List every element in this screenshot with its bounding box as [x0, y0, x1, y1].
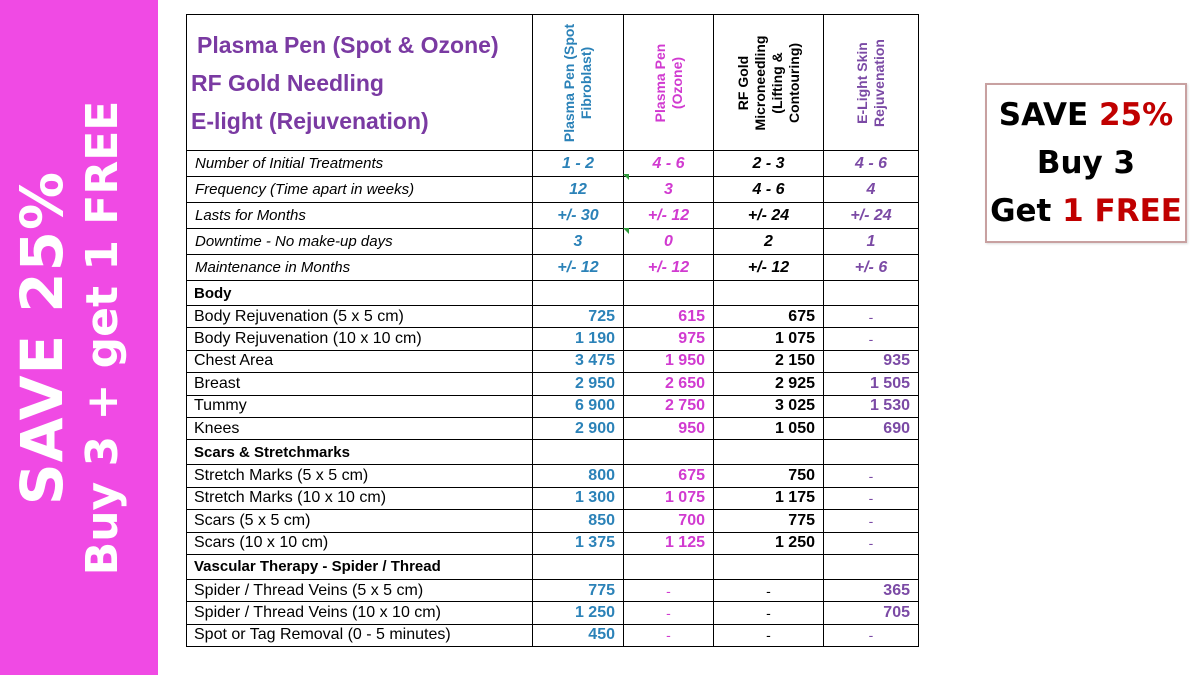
section-header-row — [187, 281, 919, 306]
price-cell: 1 125 — [624, 532, 714, 554]
price-cell: 2 900 — [533, 417, 624, 439]
side-banner-text — [9, 28, 149, 648]
price-cell: - — [714, 624, 824, 646]
cell-comment-marker — [623, 228, 629, 234]
price-cell: 675 — [624, 465, 714, 487]
treatment-label: Chest Area — [187, 350, 533, 372]
price-cell: 690 — [824, 417, 919, 439]
table-row — [187, 510, 919, 532]
price-cell: - — [824, 328, 919, 350]
table-row — [187, 373, 919, 395]
info-row — [187, 255, 919, 281]
offer-save-line — [987, 91, 1185, 139]
price-cell: 950 — [624, 417, 714, 439]
price-cell: - — [824, 465, 919, 487]
info-row-value: 1 — [824, 229, 919, 255]
info-row-value: 2 - 3 — [714, 151, 824, 177]
price-cell: 1 075 — [714, 328, 824, 350]
price-cell: 1 300 — [533, 487, 624, 509]
info-row-value: +/- 30 — [533, 203, 624, 229]
price-cell: 1 250 — [714, 532, 824, 554]
info-row-value: 1 - 2 — [533, 151, 624, 177]
section-header-row — [187, 554, 919, 579]
price-cell: - — [824, 510, 919, 532]
price-cell: 935 — [824, 350, 919, 372]
treatment-label: Spider / Thread Veins (10 x 10 cm) — [187, 602, 533, 624]
column-header-rf-gold — [714, 15, 824, 151]
info-row-value: 4 — [824, 177, 919, 203]
price-cell: - — [824, 487, 919, 509]
column-header-label: Plasma Pen (Spot Fibroblast) — [561, 23, 594, 142]
info-row-value: 4 - 6 — [624, 151, 714, 177]
empty-cell — [624, 554, 714, 579]
section-title: Body — [187, 281, 533, 306]
price-cell: - — [714, 602, 824, 624]
table-header-row — [187, 15, 919, 151]
table-row — [187, 602, 919, 624]
price-cell: 2 150 — [714, 350, 824, 372]
treatment-label: Body Rejuvenation (5 x 5 cm) — [187, 306, 533, 328]
offer-box — [985, 83, 1187, 243]
info-row-value: 4 - 6 — [824, 151, 919, 177]
price-cell: 975 — [624, 328, 714, 350]
offer-save-percent: 25% — [1098, 97, 1174, 133]
info-row-value: 12 — [533, 177, 624, 203]
info-row-value: +/- 12 — [714, 255, 824, 281]
table-row — [187, 395, 919, 417]
price-cell: 2 950 — [533, 373, 624, 395]
empty-cell — [824, 281, 919, 306]
info-row — [187, 177, 919, 203]
price-cell: 1 050 — [714, 417, 824, 439]
empty-cell — [714, 440, 824, 465]
price-cell: 725 — [533, 306, 624, 328]
info-row-label: Lasts for Months — [187, 203, 533, 229]
info-row — [187, 203, 919, 229]
column-header-label: Plasma Pen (Ozone) — [651, 43, 685, 122]
price-cell: 705 — [824, 602, 919, 624]
section-title: Vascular Therapy - Spider / Thread — [187, 554, 533, 579]
empty-cell — [824, 554, 919, 579]
treatment-label: Breast — [187, 373, 533, 395]
empty-cell — [824, 440, 919, 465]
price-cell: 775 — [533, 579, 624, 601]
price-cell: 365 — [824, 579, 919, 601]
table-row — [187, 306, 919, 328]
empty-cell — [714, 554, 824, 579]
price-cell: 750 — [714, 465, 824, 487]
section-header-row — [187, 440, 919, 465]
price-cell: - — [824, 306, 919, 328]
treatment-label: Tummy — [187, 395, 533, 417]
empty-cell — [533, 440, 624, 465]
price-cell: 1 190 — [533, 328, 624, 350]
offer-buy-line: Buy 3 — [1036, 145, 1136, 181]
title-line-plasma: Plasma Pen (Spot & Ozone) — [197, 31, 499, 58]
info-row-value: +/- 12 — [533, 255, 624, 281]
title-line-rf: RF Gold Needling — [191, 69, 384, 96]
treatment-label: Scars (5 x 5 cm) — [187, 510, 533, 532]
offer-free-line — [987, 187, 1185, 235]
price-cell: 800 — [533, 465, 624, 487]
info-row-value: +/- 24 — [714, 203, 824, 229]
table-row — [187, 465, 919, 487]
info-row-value: +/- 6 — [824, 255, 919, 281]
price-cell: 1 530 — [824, 395, 919, 417]
price-table — [186, 14, 919, 647]
price-cell: 1 075 — [624, 487, 714, 509]
column-header-elight — [824, 15, 919, 151]
offer-free-prefix: Get — [990, 193, 1063, 229]
info-row-value: 3 — [624, 177, 714, 203]
treatment-label: Spot or Tag Removal (0 - 5 minutes) — [187, 624, 533, 646]
empty-cell — [714, 281, 824, 306]
side-banner-offer: Buy 3 + get 1 FREE — [77, 100, 128, 576]
table-row — [187, 328, 919, 350]
side-banner-save: SAVE 25% — [8, 170, 76, 506]
price-cell: 850 — [533, 510, 624, 532]
table-row — [187, 532, 919, 554]
info-row-value: 3 — [533, 229, 624, 255]
side-banner — [0, 0, 158, 675]
price-cell: 615 — [624, 306, 714, 328]
info-row-value: 2 — [714, 229, 824, 255]
section-title: Scars & Stretchmarks — [187, 440, 533, 465]
price-cell: - — [714, 579, 824, 601]
treatment-label: Knees — [187, 417, 533, 439]
price-cell: 1 175 — [714, 487, 824, 509]
price-cell: 2 650 — [624, 373, 714, 395]
price-cell: 3 475 — [533, 350, 624, 372]
info-row-value: 0 — [624, 229, 714, 255]
price-table-body — [187, 15, 919, 647]
info-row-value: 4 - 6 — [714, 177, 824, 203]
price-cell: - — [624, 624, 714, 646]
title-line-elight: E-light (Rejuvenation) — [191, 107, 429, 134]
price-cell: 450 — [533, 624, 624, 646]
price-cell: 1 950 — [624, 350, 714, 372]
treatment-label: Body Rejuvenation (10 x 10 cm) — [187, 328, 533, 350]
info-row — [187, 229, 919, 255]
column-header-label: E-Light Skin Rejuvenation — [854, 38, 887, 127]
table-row — [187, 579, 919, 601]
info-row-label: Frequency (Time apart in weeks) — [187, 177, 533, 203]
table-row — [187, 417, 919, 439]
price-cell: 2 750 — [624, 395, 714, 417]
table-title — [187, 15, 533, 151]
price-cell: 775 — [714, 510, 824, 532]
price-cell: 2 925 — [714, 373, 824, 395]
empty-cell — [624, 440, 714, 465]
cell-comment-marker — [623, 174, 629, 180]
price-cell: 1 250 — [533, 602, 624, 624]
table-row — [187, 624, 919, 646]
price-cell: 675 — [714, 306, 824, 328]
table-row — [187, 350, 919, 372]
empty-cell — [533, 281, 624, 306]
treatment-label: Spider / Thread Veins (5 x 5 cm) — [187, 579, 533, 601]
info-row-value: +/- 24 — [824, 203, 919, 229]
price-cell: 700 — [624, 510, 714, 532]
info-row-value: +/- 12 — [624, 203, 714, 229]
column-header-plasma-ozone — [624, 15, 714, 151]
price-cell: - — [824, 624, 919, 646]
price-cell: - — [824, 532, 919, 554]
price-cell: 6 900 — [533, 395, 624, 417]
treatment-label: Stretch Marks (10 x 10 cm) — [187, 487, 533, 509]
offer-save-prefix: SAVE — [998, 97, 1099, 133]
price-cell: 1 375 — [533, 532, 624, 554]
price-cell: - — [624, 579, 714, 601]
empty-cell — [533, 554, 624, 579]
info-row-label: Maintenance in Months — [187, 255, 533, 281]
info-row-label: Number of Initial Treatments — [187, 151, 533, 177]
treatment-label: Scars (10 x 10 cm) — [187, 532, 533, 554]
price-cell: - — [624, 602, 714, 624]
offer-free-highlight: 1 FREE — [1062, 193, 1182, 229]
info-row-label: Downtime - No make-up days — [187, 229, 533, 255]
empty-cell — [624, 281, 714, 306]
price-cell: 1 505 — [824, 373, 919, 395]
table-row — [187, 487, 919, 509]
treatment-label: Stretch Marks (5 x 5 cm) — [187, 465, 533, 487]
column-header-plasma-spot — [533, 15, 624, 151]
info-row — [187, 151, 919, 177]
column-header-label: RF Gold Microneedling (Lifting & Contouring) — [734, 35, 802, 130]
info-row-value: +/- 12 — [624, 255, 714, 281]
price-cell: 3 025 — [714, 395, 824, 417]
